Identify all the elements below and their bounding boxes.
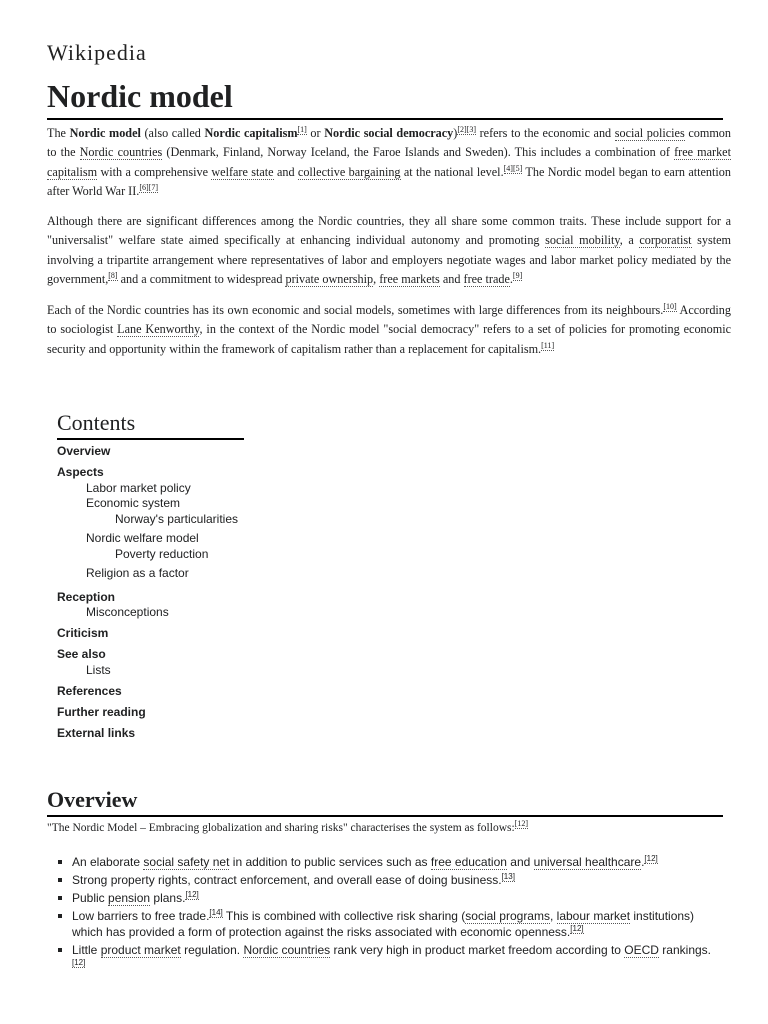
text: According to sociologist bbox=[47, 303, 731, 337]
text: and bbox=[439, 271, 464, 286]
list-item bbox=[47, 872, 723, 888]
toc-item-lists[interactable]: Lists bbox=[86, 662, 111, 677]
text: . bbox=[509, 271, 513, 286]
text: Public bbox=[72, 891, 109, 905]
link-labour-market[interactable]: labour market bbox=[556, 909, 631, 923]
toc-list bbox=[57, 444, 247, 741]
toc-item-nordic-welfare-model[interactable]: Nordic welfare model bbox=[86, 531, 199, 545]
link-social-mobility[interactable]: social mobility bbox=[545, 233, 620, 248]
text: "The Nordic Model – Embracing globalization and sharing risks" characterises the system as follows: bbox=[47, 822, 515, 834]
text: at the national level. bbox=[400, 164, 504, 179]
page-title: Nordic model bbox=[47, 76, 723, 120]
toc-item-overview[interactable]: Overview bbox=[57, 444, 111, 458]
intro-paragraph-2 bbox=[47, 212, 731, 289]
text: , in the context of the Nordic model "social democracy" refers to a set of policies for promoting economic security and opportunity within the framework of capitalism rather than a replacement for capitalism. bbox=[47, 322, 732, 356]
text: . bbox=[641, 855, 645, 869]
text: regulation. bbox=[180, 943, 244, 957]
text: or bbox=[306, 126, 325, 140]
link-nordic-countries[interactable]: Nordic countries bbox=[243, 943, 331, 957]
link-free-education[interactable]: free education bbox=[430, 855, 507, 869]
text: with a comprehensive bbox=[97, 164, 212, 179]
text: institutions) which has provided a form of protection against the risks associated with economic openness. bbox=[72, 909, 695, 939]
link-private-ownership[interactable]: private ownership bbox=[285, 271, 374, 286]
link-oecd[interactable]: OECD bbox=[624, 943, 659, 957]
text: (Denmark, Finland, Norway Iceland, the Faroe Islands and Sweden). This includes a combination of bbox=[162, 145, 675, 160]
overview-list bbox=[47, 854, 723, 976]
table-of-contents bbox=[57, 410, 247, 741]
ref-link[interactable]: [6][7] bbox=[139, 182, 158, 192]
link-lane-kenworthy[interactable]: Lane Kenworthy bbox=[117, 322, 200, 337]
link-social-safety-net[interactable]: social safety net bbox=[143, 855, 230, 869]
link-product-market[interactable]: product market bbox=[100, 943, 181, 957]
text: and bbox=[506, 855, 534, 869]
term-nordic-social-democracy: Nordic social democracy bbox=[324, 126, 454, 140]
ref-link[interactable]: [10] bbox=[663, 301, 677, 311]
toc-item-religion-as-a-factor[interactable]: Religion as a factor bbox=[86, 566, 189, 580]
text: Strong property rights, contract enforcement, and overall ease of doing business. bbox=[72, 873, 502, 887]
toc-item-see-also[interactable]: See also bbox=[57, 647, 106, 661]
toc-item-norways-particularities[interactable]: Norway's particularities bbox=[115, 511, 238, 526]
text: common to the bbox=[47, 126, 731, 160]
term-nordic-capitalism: Nordic capitalism bbox=[204, 126, 298, 140]
list-item bbox=[47, 908, 723, 940]
text: An elaborate bbox=[72, 855, 144, 869]
ref-link[interactable]: [2][3] bbox=[457, 124, 476, 134]
section-heading-overview: Overview bbox=[47, 786, 723, 817]
text: , bbox=[549, 909, 557, 923]
ref-link[interactable]: [9] bbox=[512, 270, 523, 280]
ref-link[interactable]: [8] bbox=[108, 270, 118, 280]
text: The bbox=[47, 126, 70, 140]
intro-paragraph-1 bbox=[47, 124, 731, 201]
list-item bbox=[47, 942, 723, 974]
overview-intro bbox=[47, 819, 528, 834]
ref-link[interactable]: [14] bbox=[209, 908, 223, 917]
ref-link[interactable]: [12] bbox=[185, 890, 199, 899]
link-free-market-capitalism[interactable]: free market capitalism bbox=[47, 145, 731, 179]
text: system involving a tripartite arrangement where representatives of labor and employers negotiate wages and labor market policy mediated by the government, bbox=[47, 233, 731, 286]
text: Low barriers to free trade. bbox=[72, 909, 210, 923]
ref-link[interactable]: [11] bbox=[541, 340, 555, 350]
link-nordic-countries[interactable]: Nordic countries bbox=[79, 145, 163, 160]
text: in addition to public services such as bbox=[229, 855, 431, 869]
text: and a commitment to widespread bbox=[117, 271, 286, 286]
text: ) bbox=[453, 126, 458, 140]
text: , bbox=[373, 271, 380, 286]
intro-paragraph-3 bbox=[47, 301, 731, 359]
ref-link[interactable]: [1] bbox=[297, 124, 307, 134]
toc-item-further-reading[interactable]: Further reading bbox=[57, 704, 146, 719]
toc-item-aspects[interactable]: Aspects bbox=[57, 465, 104, 479]
link-universal-healthcare[interactable]: universal healthcare bbox=[533, 855, 642, 869]
text: The Nordic model began to earn attention after World War II. bbox=[47, 164, 731, 198]
list-item bbox=[47, 890, 723, 906]
text: rankings. bbox=[658, 943, 711, 957]
toc-item-poverty-reduction[interactable]: Poverty reduction bbox=[115, 546, 209, 561]
text: and bbox=[273, 164, 298, 179]
ref-link[interactable]: [4][5] bbox=[503, 163, 523, 173]
toc-item-labor-market-policy[interactable]: Labor market policy bbox=[86, 480, 191, 495]
toc-item-misconceptions[interactable]: Misconceptions bbox=[86, 605, 169, 619]
text: rank very high in product market freedom according to bbox=[330, 943, 625, 957]
toc-item-external-links[interactable]: External links bbox=[57, 725, 136, 740]
link-corporatist[interactable]: corporatist bbox=[639, 233, 692, 248]
link-pension[interactable]: pension bbox=[108, 891, 151, 905]
ref-link[interactable]: [12] bbox=[570, 924, 584, 933]
ref-link[interactable]: [12] bbox=[72, 958, 86, 967]
link-social-programs[interactable]: social programs bbox=[465, 909, 550, 923]
term-nordic-model: Nordic model bbox=[69, 126, 141, 140]
text: (also called bbox=[140, 126, 205, 140]
link-social-policies[interactable]: social policies bbox=[614, 126, 685, 140]
ref-link[interactable]: [12] bbox=[514, 819, 528, 829]
toc-item-criticism[interactable]: Criticism bbox=[57, 626, 109, 640]
link-collective-bargaining[interactable]: collective bargaining bbox=[297, 164, 401, 179]
link-welfare-state[interactable]: welfare state bbox=[211, 164, 274, 179]
link-free-trade[interactable]: free trade bbox=[463, 271, 510, 286]
toc-heading: Contents bbox=[57, 410, 244, 440]
text: Little bbox=[72, 943, 101, 957]
text: refers to the economic and bbox=[476, 126, 615, 140]
toc-item-reception[interactable]: Reception bbox=[57, 589, 116, 604]
ref-link[interactable]: [12] bbox=[644, 854, 658, 863]
text: This is combined with collective risk sharing ( bbox=[222, 909, 466, 923]
text: , a bbox=[619, 233, 640, 248]
toc-item-economic-system[interactable]: Economic system bbox=[86, 496, 181, 510]
text: Although there are significant differences among the Nordic countries, they all share some common traits. These include support for a "universalist" welfare state aimed specifically at enhancing individual autonomy and promoting bbox=[47, 214, 731, 248]
toc-item-references[interactable]: References bbox=[57, 683, 122, 698]
list-item bbox=[47, 854, 723, 870]
ref-link[interactable]: [13] bbox=[501, 872, 515, 881]
wikipedia-logo[interactable]: Wikipedia bbox=[47, 40, 147, 65]
text: plans. bbox=[150, 891, 186, 905]
text: Each of the Nordic countries has its own economic and social models, sometimes with large differences from its neighbours. bbox=[47, 303, 664, 317]
link-free-markets[interactable]: free markets bbox=[379, 271, 440, 286]
